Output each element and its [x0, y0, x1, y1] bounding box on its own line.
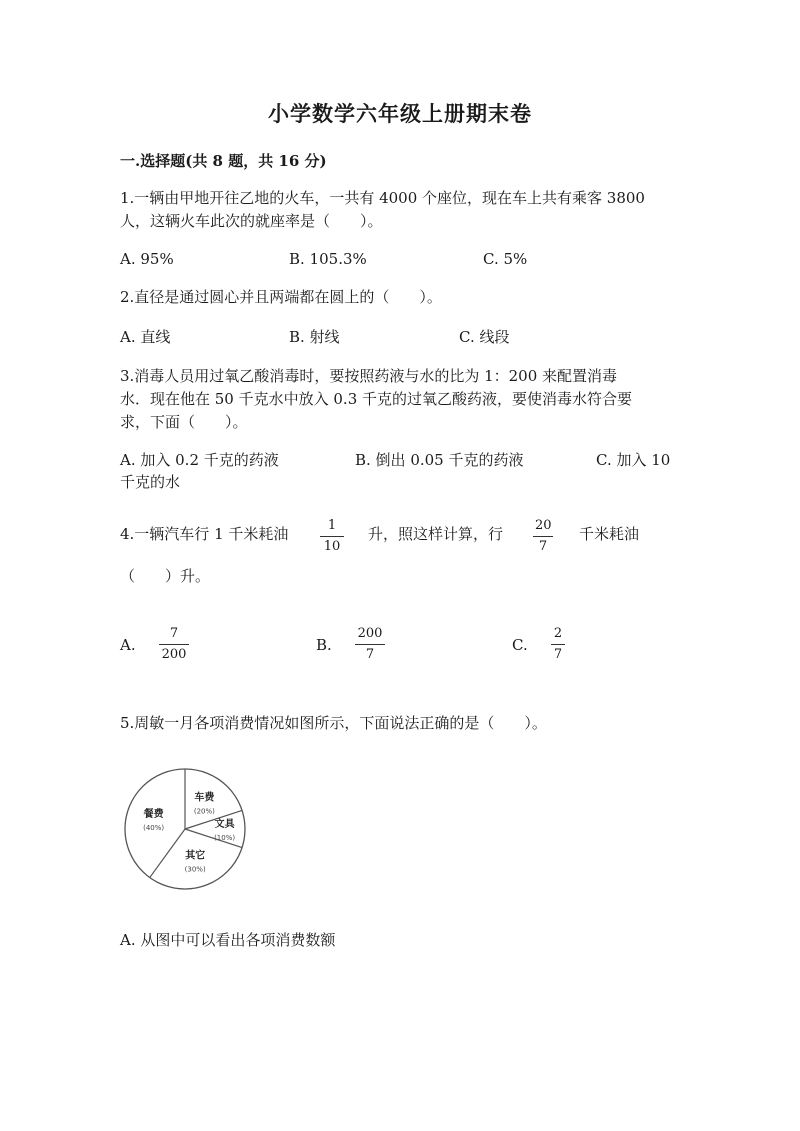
question-4-option-a-fraction: 7 200	[159, 626, 189, 663]
fraction-1-10: 1 10	[320, 518, 344, 555]
question-2-option-a: A. 直线	[120, 328, 171, 346]
pie-percent-0: (20%)	[193, 807, 215, 816]
question-4-option-b-fraction: 200 7	[355, 626, 385, 663]
pie-label-3: 餐费	[143, 808, 164, 820]
fraction-20-7: 20 7	[535, 518, 552, 554]
question-1-line-1: 1.一辆由甲地开往乙地的火车，一共有 4000 个座位，现在车上共有乘客 3800	[120, 189, 645, 207]
question-1-line-2: 人，这辆火车此次的就座率是（ ）。	[120, 212, 383, 230]
question-3-option-c-wrap: 千克的水	[120, 473, 181, 491]
pie-percent-2: (30%)	[184, 865, 206, 874]
section-heading: 一.选择题(共 8 题，共 16 分)	[120, 152, 327, 170]
question-4-part-3: 千米耗油	[579, 525, 640, 543]
pie-label-2: 其它	[185, 850, 206, 862]
question-4-option-b-label: B.	[316, 636, 332, 654]
question-4-part-1: 4.一辆汽车行 1 千米耗油	[120, 525, 289, 543]
pie-chart	[120, 764, 250, 894]
question-2-option-c: C. 线段	[459, 328, 510, 346]
question-3-line-1: 3.消毒人员用过氧乙酸消毒时，要按照药液与水的比为 1：200 来配置消毒	[120, 367, 618, 385]
page-title: 小学数学六年级上册期末卷	[268, 101, 532, 126]
question-4-line-2: （ ）升。	[120, 567, 211, 585]
question-4-option-c-fraction: 2 7	[551, 626, 565, 663]
question-4-part-2: 升，照这样计算，行	[368, 525, 504, 543]
pie-percent-1: (10%)	[214, 834, 236, 842]
question-1-option-c: C. 5%	[483, 250, 528, 268]
pie-label-1: 文具	[214, 819, 235, 830]
question-1-option-b: B. 105.3%	[289, 250, 367, 268]
question-3-line-2: 水．现在他在 50 千克水中放入 0.3 千克的过氧乙酸药液，要使消毒水符合要	[120, 390, 633, 408]
question-5-line-1: 5.周敏一月各项消费情况如图所示，下面说法正确的是（ ）。	[120, 714, 547, 732]
question-4-option-a-label: A.	[120, 636, 136, 654]
question-5-option-a: A. 从图中可以看出各项消费数额	[120, 931, 336, 949]
question-3-option-a: A. 加入 0.2 千克的药液	[120, 451, 279, 469]
question-3-option-b: B. 倒出 0.05 千克的药液	[355, 451, 524, 469]
question-3-line-3: 求，下面（ ）。	[120, 413, 248, 431]
question-1-option-a: A. 95%	[120, 250, 174, 268]
question-3-option-c: C. 加入 10	[596, 451, 671, 469]
question-4-option-c-label: C.	[512, 636, 528, 654]
pie-label-0: 车费	[194, 792, 215, 804]
question-2-line-1: 2.直径是通过圆心并且两端都在圆上的（ ）。	[120, 288, 442, 306]
pie-percent-3: (40%)	[143, 823, 165, 832]
question-2-option-b: B. 射线	[289, 328, 340, 346]
